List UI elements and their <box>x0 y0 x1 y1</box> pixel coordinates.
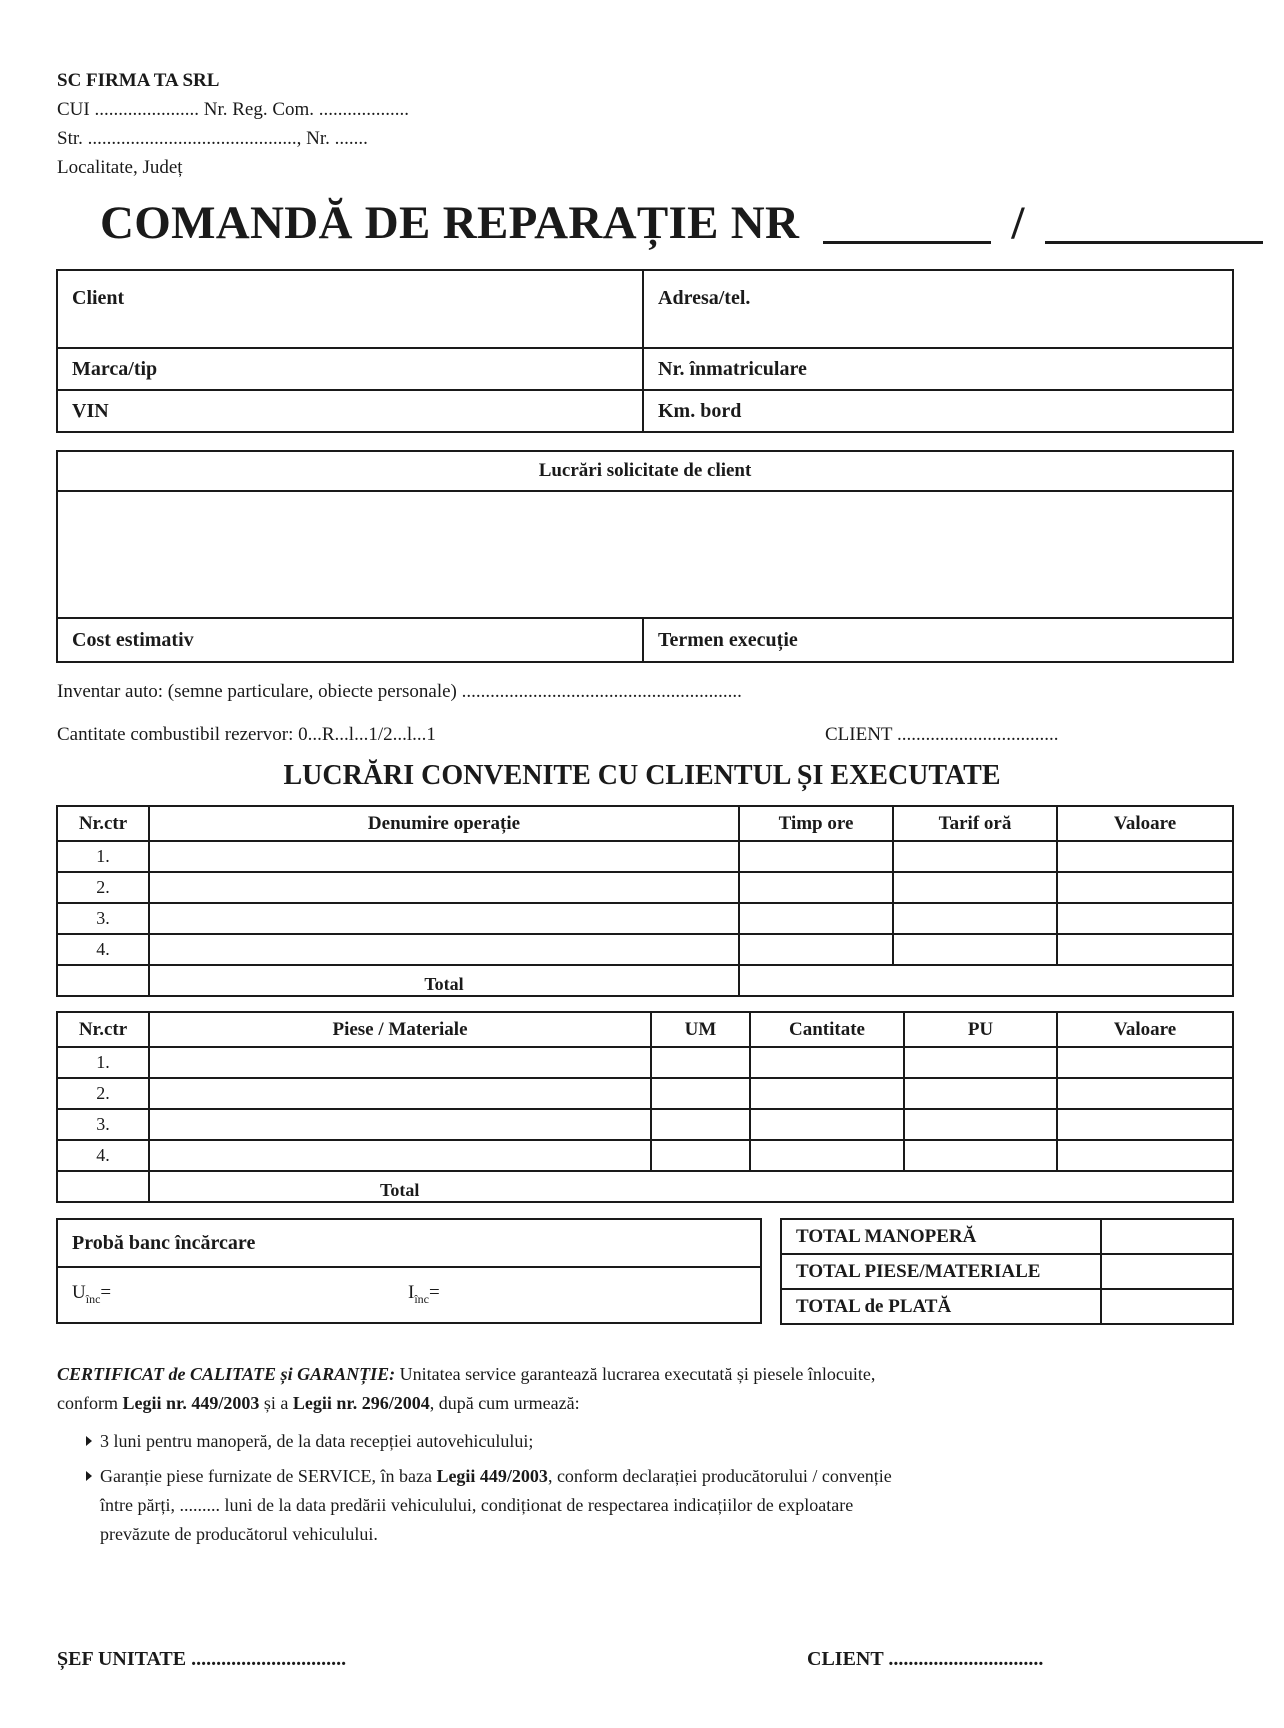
row-number: 2. <box>57 1078 149 1109</box>
u-label: U <box>72 1282 86 1303</box>
u-charge-field[interactable] <box>72 1282 111 1307</box>
quantity-cell[interactable] <box>750 1078 904 1109</box>
bench-test-values[interactable] <box>57 1267 761 1323</box>
company-cui-line: CUI ...................... Nr. Reg. Com. ................... <box>57 99 410 120</box>
row-number: 1. <box>57 1047 149 1078</box>
list-item <box>86 1462 916 1549</box>
value-cell[interactable] <box>1057 934 1233 965</box>
table-row <box>57 903 1233 934</box>
table-row <box>57 1047 1233 1078</box>
inventory-line[interactable]: Inventar auto: (semne particulare, obiecte personale) ........................................................... <box>57 681 742 702</box>
u-subscript: înc <box>85 1291 101 1306</box>
certificate-text-3: , după cum urmează: <box>429 1393 580 1413</box>
bullet-arrow-icon <box>86 1436 92 1446</box>
warranty-parts-law: Legii 449/2003 <box>436 1466 548 1486</box>
title-separator: / <box>1011 197 1025 249</box>
value-cell[interactable] <box>1057 872 1233 903</box>
ops-header-hours: Timp ore <box>739 806 893 841</box>
total-row <box>57 965 1233 996</box>
ops-total-label: Total <box>149 965 739 996</box>
rate-cell[interactable] <box>893 934 1057 965</box>
row-number: 3. <box>57 903 149 934</box>
value-cell[interactable] <box>1057 841 1233 872</box>
mat-header-value: Valoare <box>1057 1012 1233 1047</box>
km-cell[interactable]: Km. bord <box>643 390 1233 432</box>
requested-works-area[interactable] <box>57 491 1233 618</box>
hours-cell[interactable] <box>739 903 893 934</box>
quantity-cell[interactable] <box>750 1047 904 1078</box>
um-cell[interactable] <box>651 1109 750 1140</box>
certificate-law-1: Legii nr. 449/2003 <box>122 1393 260 1413</box>
warranty-list <box>86 1427 916 1555</box>
page-title <box>100 196 1263 250</box>
row-number: 4. <box>57 934 149 965</box>
part-cell[interactable] <box>149 1047 651 1078</box>
i-equals: = <box>429 1282 440 1303</box>
rate-cell[interactable] <box>893 872 1057 903</box>
certificate-text-2: și a <box>259 1393 293 1413</box>
pu-cell[interactable] <box>904 1047 1057 1078</box>
bench-test-table <box>56 1218 762 1324</box>
operation-cell[interactable] <box>149 872 739 903</box>
mat-header-pu: PU <box>904 1012 1057 1047</box>
company-name: SC FIRMA TA SRL <box>57 70 220 91</box>
ops-header-operation: Denumire operație <box>149 806 739 841</box>
mat-header-quantity: Cantitate <box>750 1012 904 1047</box>
i-subscript: înc <box>414 1291 429 1306</box>
mat-header-nr: Nr.ctr <box>57 1012 149 1047</box>
row-number: 2. <box>57 872 149 903</box>
client-info-table <box>56 269 1234 433</box>
i-label: I <box>408 1282 415 1303</box>
mat-header-um: UM <box>651 1012 750 1047</box>
registration-cell[interactable]: Nr. înmatriculare <box>643 348 1233 390</box>
operation-cell[interactable] <box>149 903 739 934</box>
address-cell[interactable]: Adresa/tel. <box>643 270 1233 348</box>
warranty-parts-text-a: Garanție piese furnizate de SERVICE, în baza <box>100 1466 437 1486</box>
row-number: 3. <box>57 1109 149 1140</box>
table-row <box>57 934 1233 965</box>
row-number: 4. <box>57 1140 149 1171</box>
total-empty-cell <box>57 965 149 996</box>
rate-cell[interactable] <box>893 841 1057 872</box>
um-cell[interactable] <box>651 1078 750 1109</box>
client-cell[interactable]: Client <box>57 270 643 348</box>
value-cell[interactable] <box>1057 1140 1233 1171</box>
table-row <box>57 1140 1233 1171</box>
ops-header-nr: Nr.ctr <box>57 806 149 841</box>
ops-header-value: Valoare <box>1057 806 1233 841</box>
company-header <box>57 66 409 182</box>
pu-cell[interactable] <box>904 1078 1057 1109</box>
value-cell[interactable] <box>1057 903 1233 934</box>
bullet-arrow-icon <box>86 1471 92 1481</box>
fuel-level-line[interactable]: Cantitate combustibil rezervor: 0...R...l...1/2...l...1 <box>57 724 436 745</box>
pu-cell[interactable] <box>904 1109 1057 1140</box>
total-parts-value[interactable] <box>1101 1254 1233 1289</box>
table-row <box>57 1078 1233 1109</box>
row-number: 1. <box>57 841 149 872</box>
total-labour-label: TOTAL MANOPERĂ <box>781 1219 1101 1254</box>
certificate-text-1: Unitatea service garantează lucrarea executată și piesele înlocuite, conform <box>57 1364 876 1413</box>
list-item <box>86 1427 916 1456</box>
table-row <box>57 841 1233 872</box>
total-row <box>57 1171 1233 1202</box>
vin-cell[interactable]: VIN <box>57 390 643 432</box>
pu-cell[interactable] <box>904 1140 1057 1171</box>
deadline-cell[interactable]: Termen execuție <box>643 618 1233 662</box>
totals-table <box>780 1218 1234 1325</box>
total-empty-cell <box>57 1171 149 1202</box>
mat-total-label: Total <box>149 1171 1233 1202</box>
certificate-law-2: Legii nr. 296/2004 <box>292 1393 430 1413</box>
requested-works-table <box>56 450 1234 663</box>
ops-total-value[interactable] <box>739 965 1233 996</box>
requested-works-header: Lucrări solicitate de client <box>57 451 1233 491</box>
company-locality-line: Localitate, Județ <box>57 157 183 178</box>
quantity-cell[interactable] <box>750 1140 904 1171</box>
total-payable-label: TOTAL de PLATĂ <box>781 1289 1101 1324</box>
certificate-lead: CERTIFICAT de CALITATE și GARANȚIE: <box>57 1364 396 1384</box>
operations-table <box>56 805 1234 997</box>
operation-cell[interactable] <box>149 934 739 965</box>
operation-cell[interactable] <box>149 841 739 872</box>
hours-cell[interactable] <box>739 872 893 903</box>
rate-cell[interactable] <box>893 903 1057 934</box>
warranty-labour-text: 3 luni pentru manoperă, de la data recepției autovehiculului; <box>100 1431 534 1451</box>
section-title: LUCRĂRI CONVENITE CU CLIENTUL ȘI EXECUTATE <box>283 760 1001 791</box>
client-signature[interactable]: CLIENT ............................... <box>807 1648 1044 1670</box>
bench-test-header: Probă banc încărcare <box>57 1219 761 1267</box>
company-street-line: Str. ............................................, Nr. ....... <box>57 128 368 149</box>
part-cell[interactable] <box>149 1140 651 1171</box>
um-cell[interactable] <box>651 1047 750 1078</box>
brand-cell[interactable]: Marca/tip <box>57 348 643 390</box>
certificate-paragraph <box>57 1360 917 1418</box>
table-row <box>57 1109 1233 1140</box>
u-equals: = <box>100 1282 112 1303</box>
order-date-field[interactable] <box>1045 197 1263 244</box>
part-cell[interactable] <box>149 1109 651 1140</box>
total-labour-value[interactable] <box>1101 1219 1233 1254</box>
value-cell[interactable] <box>1057 1078 1233 1109</box>
i-charge-field[interactable] <box>408 1282 440 1307</box>
um-cell[interactable] <box>651 1140 750 1171</box>
client-fuel-signature[interactable]: CLIENT .................................. <box>825 724 1059 745</box>
estimated-cost-cell[interactable]: Cost estimativ <box>57 618 643 662</box>
order-number-field[interactable] <box>823 197 991 244</box>
warranty-parts-text-b: , conform declarației producătorului / convenție între părți, ......... luni de la data predării vehiculului, condiționat de respectarea indicațiilor de exploatare prevăzute de producătorul vehiculului. <box>100 1466 892 1544</box>
part-cell[interactable] <box>149 1078 651 1109</box>
quantity-cell[interactable] <box>750 1109 904 1140</box>
head-of-unit-signature[interactable]: ȘEF UNITATE ............................... <box>57 1648 347 1670</box>
total-payable-value[interactable] <box>1101 1289 1233 1324</box>
hours-cell[interactable] <box>739 934 893 965</box>
hours-cell[interactable] <box>739 841 893 872</box>
table-row <box>57 872 1233 903</box>
page-title-text: COMANDĂ DE REPARAȚIE NR <box>100 197 800 249</box>
total-parts-label: TOTAL PIESE/MATERIALE <box>781 1254 1101 1289</box>
mat-header-parts: Piese / Materiale <box>149 1012 651 1047</box>
value-cell[interactable] <box>1057 1109 1233 1140</box>
value-cell[interactable] <box>1057 1047 1233 1078</box>
materials-table <box>56 1011 1234 1203</box>
ops-header-rate: Tarif oră <box>893 806 1057 841</box>
